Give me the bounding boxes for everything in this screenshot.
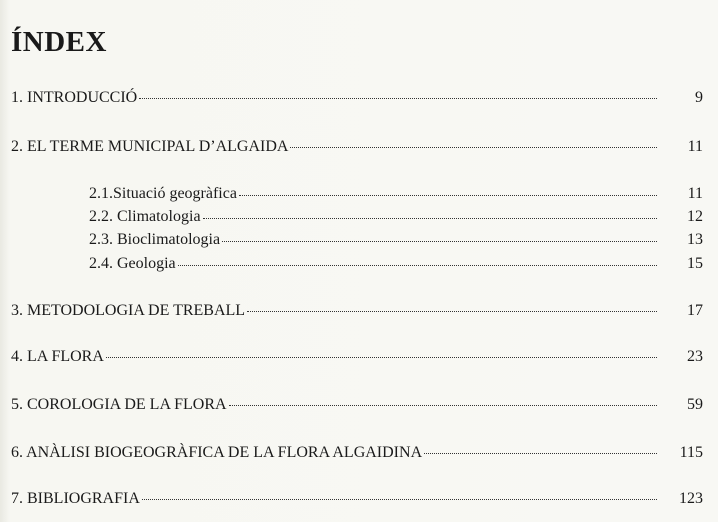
toc-entry-page: 123	[679, 490, 703, 507]
toc-leader-dots	[239, 194, 657, 196]
toc-leader-dots	[290, 146, 657, 148]
toc-entry-la-flora	[11, 347, 703, 367]
toc-entry-page: 115	[679, 444, 703, 461]
toc-entry-page: 11	[687, 185, 703, 202]
toc-leader-dots	[247, 310, 657, 312]
toc-leader-dots	[203, 217, 657, 219]
toc-entry-label: 4. LA FLORA	[11, 348, 104, 365]
toc-entry-label: 2.3. Bioclimatologia	[89, 231, 221, 248]
toc-entry-page: 13	[687, 231, 703, 248]
toc-entry-introduccio	[11, 88, 703, 108]
toc-entry-page: 11	[687, 138, 703, 155]
toc-entry-page: 23	[687, 348, 703, 365]
toc-entry-geologia	[89, 253, 703, 275]
toc-entry-page: 17	[687, 302, 703, 319]
toc-entry-page: 59	[687, 396, 703, 413]
toc-leader-dots	[139, 97, 657, 99]
toc-entry-metodologia	[11, 301, 703, 321]
toc-entry-label: 3. METODOLOGIA DE TREBALL	[11, 302, 246, 319]
toc-entry-page: 12	[687, 208, 703, 225]
toc-entry-label: 2.1.Situació geogràfica	[89, 185, 237, 202]
toc-entry-terme-municipal	[11, 137, 703, 157]
toc-entry-page: 15	[687, 255, 703, 272]
toc-leader-dots	[222, 240, 657, 242]
toc-entry-label: 5. COROLOGIA DE LA FLORA	[11, 396, 227, 413]
toc-entry-label: 2.2. Climatologia	[89, 208, 201, 225]
toc-entry-bioclimatologia	[89, 229, 703, 251]
toc-entry-bibliografia	[11, 489, 703, 509]
toc-leader-dots	[142, 498, 657, 500]
index-title: ÍNDEX	[11, 26, 107, 58]
toc-entry-label: 2. EL TERME MUNICIPAL D’ALGAIDA	[11, 138, 289, 155]
toc-entry-analisi-biogeografica	[11, 443, 703, 463]
toc-entry-label: 2.4. Geologia	[89, 255, 176, 272]
toc-entry-climatologia	[89, 206, 703, 228]
toc-entry-label: 6. ANÀLISI BIOGEOGRÀFICA DE LA FLORA ALGAIDINA	[11, 444, 423, 461]
toc-entry-label: 7. BIBLIOGRAFIA	[11, 490, 140, 507]
toc-entry-label: 1. INTRODUCCIÓ	[11, 89, 138, 106]
toc-leader-dots	[178, 264, 657, 266]
toc-leader-dots	[424, 452, 657, 454]
toc-entry-page: 9	[695, 89, 703, 106]
toc-leader-dots	[106, 356, 657, 358]
toc-entry-corologia	[11, 395, 703, 415]
toc-entry-situacio-geografica	[89, 183, 703, 205]
toc-leader-dots	[229, 404, 657, 406]
